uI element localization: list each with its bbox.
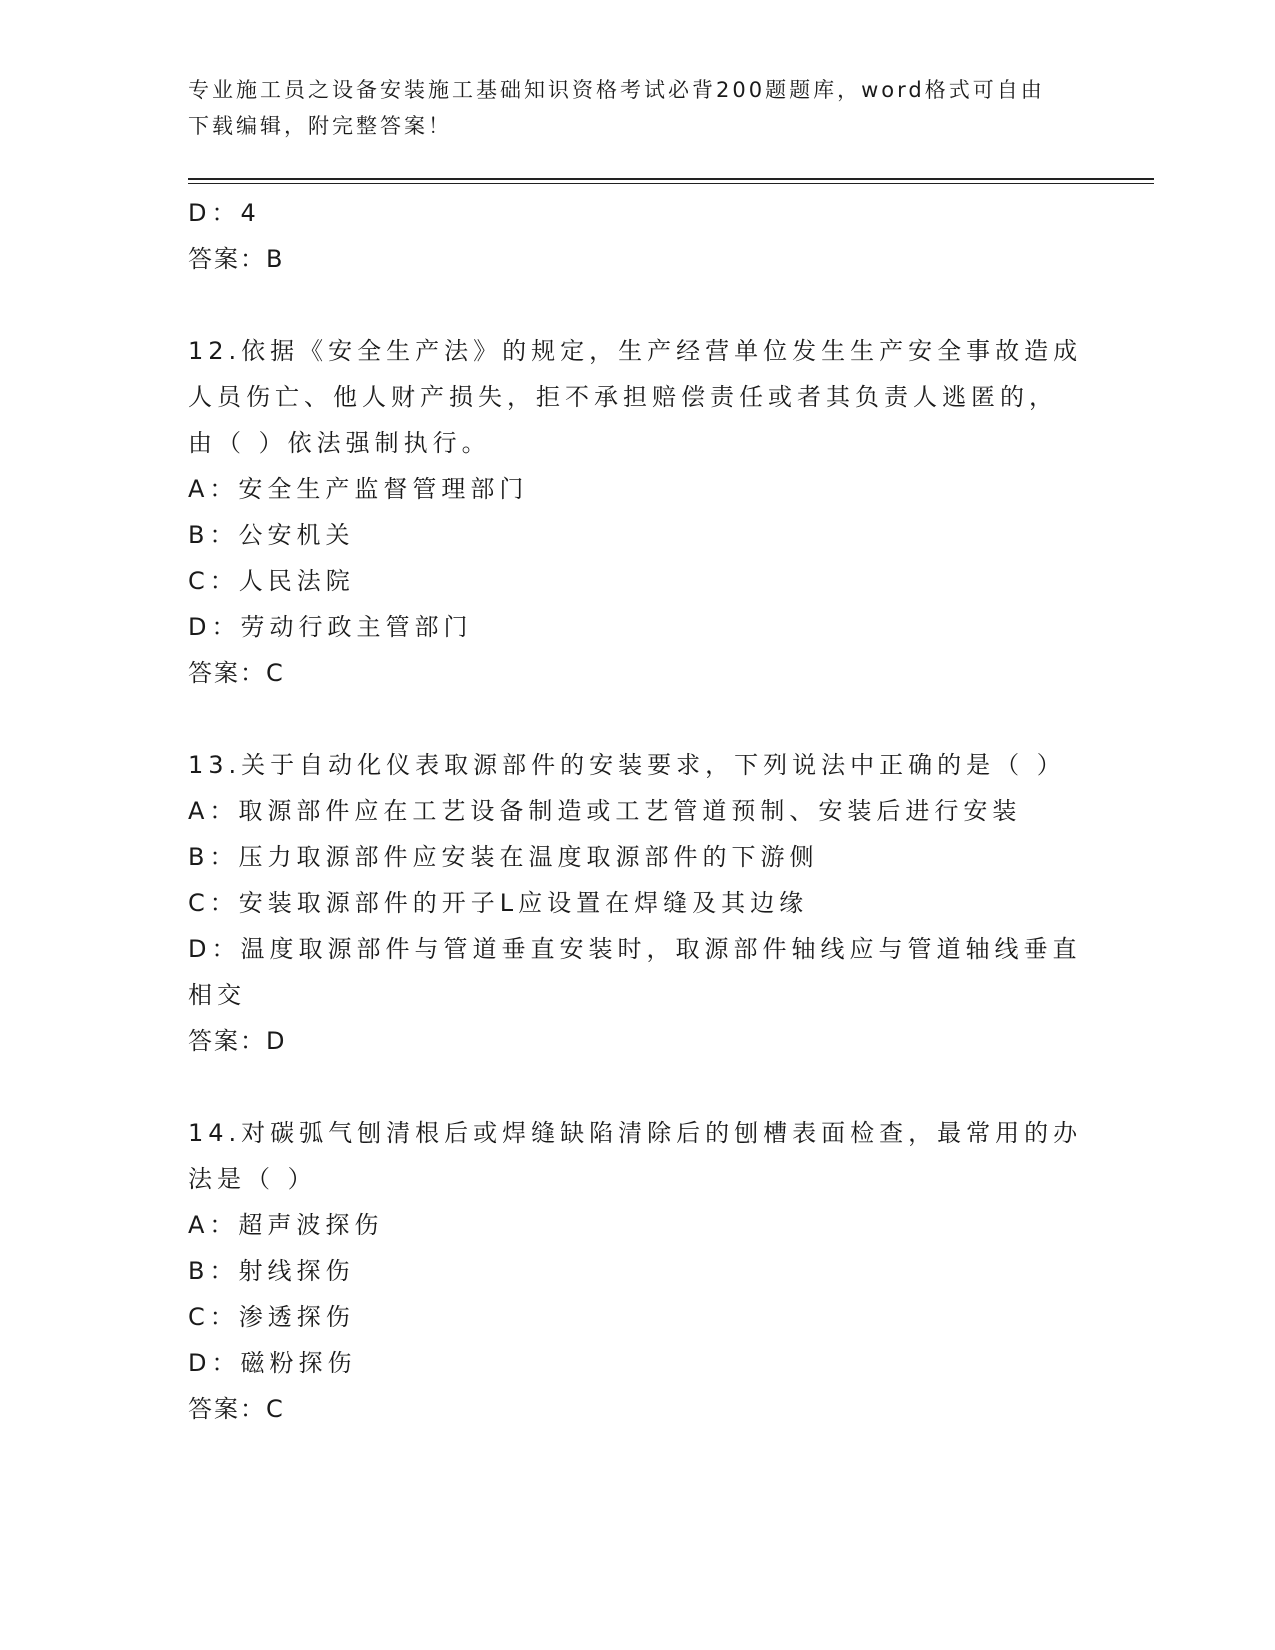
answer: 答案：C — [188, 659, 285, 687]
option-c: C：渗透探伤 — [188, 1303, 355, 1331]
option-c: C：人民法院 — [188, 567, 355, 595]
option-d: D：磁粉探伤 — [188, 1349, 357, 1377]
prev-answer: 答案：B — [188, 245, 285, 273]
header-rule-thin — [188, 183, 1154, 184]
question-stem-line: 13.关于自动化仪表取源部件的安装要求，下列说法中正确的是（ ） — [188, 751, 1066, 779]
option-b: B：压力取源部件应安装在温度取源部件的下游侧 — [188, 843, 819, 871]
header-line-2: 下载编辑，附完整答案！ — [188, 114, 452, 138]
question-stem-line: 法是（ ） — [188, 1165, 317, 1193]
option-d: D：劳动行政主管部门 — [188, 613, 473, 641]
prev-option-d: D：4 — [188, 199, 261, 227]
answer: 答案：C — [188, 1395, 285, 1423]
question-stem-line: 12.依据《安全生产法》的规定，生产经营单位发生生产安全事故造成 — [188, 337, 1083, 365]
question-stem-line: 人员伤亡、他人财产损失，拒不承担赔偿责任或者其负责人逃匿的， — [188, 383, 1058, 411]
question-stem-line: 由（ ）依法强制执行。 — [188, 429, 491, 457]
option-c: C：安装取源部件的开子L应设置在焊缝及其边缘 — [188, 889, 809, 917]
option-a: A：超声波探伤 — [188, 1211, 384, 1239]
document-header — [188, 72, 1068, 144]
header-line-1: 专业施工员之设备安装施工基础知识资格考试必背200题题库，word格式可自由 — [188, 78, 1045, 102]
question-14 — [188, 1110, 1088, 1432]
header-rule-thick — [188, 178, 1154, 180]
option-b: B：射线探伤 — [188, 1257, 355, 1285]
option-b: B：公安机关 — [188, 521, 355, 549]
option-d-continued: 相交 — [188, 981, 246, 1009]
question-12 — [188, 328, 1088, 696]
option-a: A：安全生产监督管理部门 — [188, 475, 529, 503]
answer: 答案：D — [188, 1027, 287, 1055]
question-stem-line: 14.对碳弧气刨清根后或焊缝缺陷清除后的刨槽表面检查，最常用的办 — [188, 1119, 1083, 1147]
option-d: D：温度取源部件与管道垂直安装时，取源部件轴线应与管道轴线垂直 — [188, 935, 1082, 963]
document-body — [188, 190, 1088, 1432]
question-13 — [188, 742, 1088, 1064]
option-a: A：取源部件应在工艺设备制造或工艺管道预制、安装后进行安装 — [188, 797, 1022, 825]
